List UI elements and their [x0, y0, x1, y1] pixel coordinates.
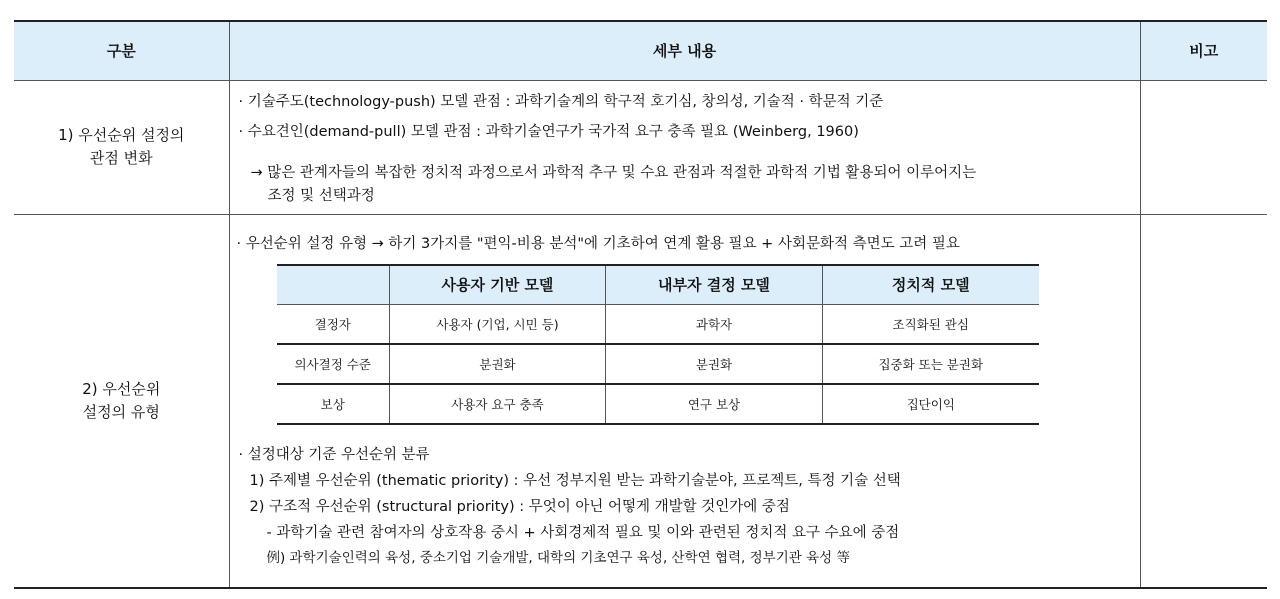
model-cell-label: 의사결정 수준 — [277, 344, 390, 384]
table-row — [14, 214, 1267, 588]
model-header-blank — [277, 265, 390, 305]
model-table — [277, 264, 1039, 425]
row2-category — [14, 214, 229, 588]
model-cell: 사용자 (기업, 시민 등) — [390, 304, 606, 344]
header-category: 구분 — [14, 21, 229, 80]
model-table-row — [277, 304, 1039, 344]
row1-bullet-technology-push: · 기술주도(technology-push) 모델 관점 : 과학기술계의 학구적 호기심, 창의성, 기술적 · 학문적 기준 — [238, 93, 884, 110]
row1-category-line1: 1) 우선순위 설정의 — [58, 126, 185, 144]
model-cell-label: 결정자 — [277, 304, 390, 344]
model-cell: 조직화된 관심 — [823, 304, 1039, 344]
row1-arrow-line-cont: 조정 및 선택과정 — [267, 187, 375, 204]
model-table-header — [277, 265, 1039, 305]
model-cell: 집단이익 — [823, 384, 1039, 424]
model-table-row — [277, 384, 1039, 424]
row1-category-line2: 관점 변화 — [89, 149, 153, 167]
model-cell: 사용자 요구 충족 — [390, 384, 606, 424]
row2-example: 例) 과학기술인력의 육성, 중소기업 기술개발, 대학의 기초연구 육성, 산학연 협력, 정부기관 육성 等 — [266, 549, 850, 566]
table-row — [14, 80, 1267, 214]
header-remarks: 비고 — [1140, 21, 1267, 80]
row2-remarks — [1140, 214, 1267, 588]
row2-category-line2: 설정의 유형 — [82, 402, 160, 421]
header-row — [14, 21, 1267, 80]
row2-item-structural-sub: - 과학기술 관련 참여자의 상호작용 중시 + 사회경제적 필요 및 이와 관련된 정치적 요구 수요에 중점 — [266, 524, 900, 541]
model-header-insider: 내부자 결정 모델 — [606, 265, 823, 305]
model-table-row — [277, 344, 1039, 384]
row1-category — [14, 80, 229, 214]
row1-details — [229, 80, 1140, 214]
row1-remarks — [1140, 80, 1267, 214]
row2-details — [229, 214, 1140, 588]
model-cell: 집중화 또는 분권화 — [823, 344, 1039, 384]
row2-category-line1: 2) 우선순위 — [82, 379, 161, 398]
model-header-political: 정치적 모델 — [823, 265, 1039, 305]
row1-arrow-line: → 많은 관계자들의 복잡한 정치적 과정으로서 과학적 추구 및 수요 관점과 적절한 과학적 기법 활용되어 이루어지는 — [250, 164, 977, 181]
model-cell: 연구 보상 — [606, 384, 823, 424]
model-cell: 분권화 — [606, 344, 823, 384]
row2-item-thematic: 1) 주제별 우선순위 (thematic priority) : 우선 정부지원 받는 과학기술분야, 프로젝트, 특정 기술 선택 — [249, 472, 901, 489]
row2-criteria-title: · 설정대상 기준 우선순위 분류 — [238, 446, 430, 463]
model-cell: 과학자 — [606, 304, 823, 344]
model-cell: 분권화 — [390, 344, 606, 384]
priority-table — [14, 20, 1267, 589]
row2-item-structural: 2) 구조적 우선순위 (structural priority) : 무엇이 아닌 어떻게 개발할 것인가에 중점 — [249, 498, 790, 515]
model-cell-label: 보상 — [277, 384, 390, 424]
model-header-user: 사용자 기반 모델 — [390, 265, 606, 305]
row2-intro: · 우선순위 설정 유형 → 하기 3가지를 "편익-비용 분석"에 기초하여 연계 활용 필요 + 사회문화적 측면도 고려 필요 — [236, 235, 960, 252]
header-details: 세부 내용 — [229, 21, 1140, 80]
row1-bullet-demand-pull: · 수요견인(demand-pull) 모델 관점 : 과학기술연구가 국가적 요구 충족 필요 (Weinberg, 1960) — [238, 123, 859, 140]
